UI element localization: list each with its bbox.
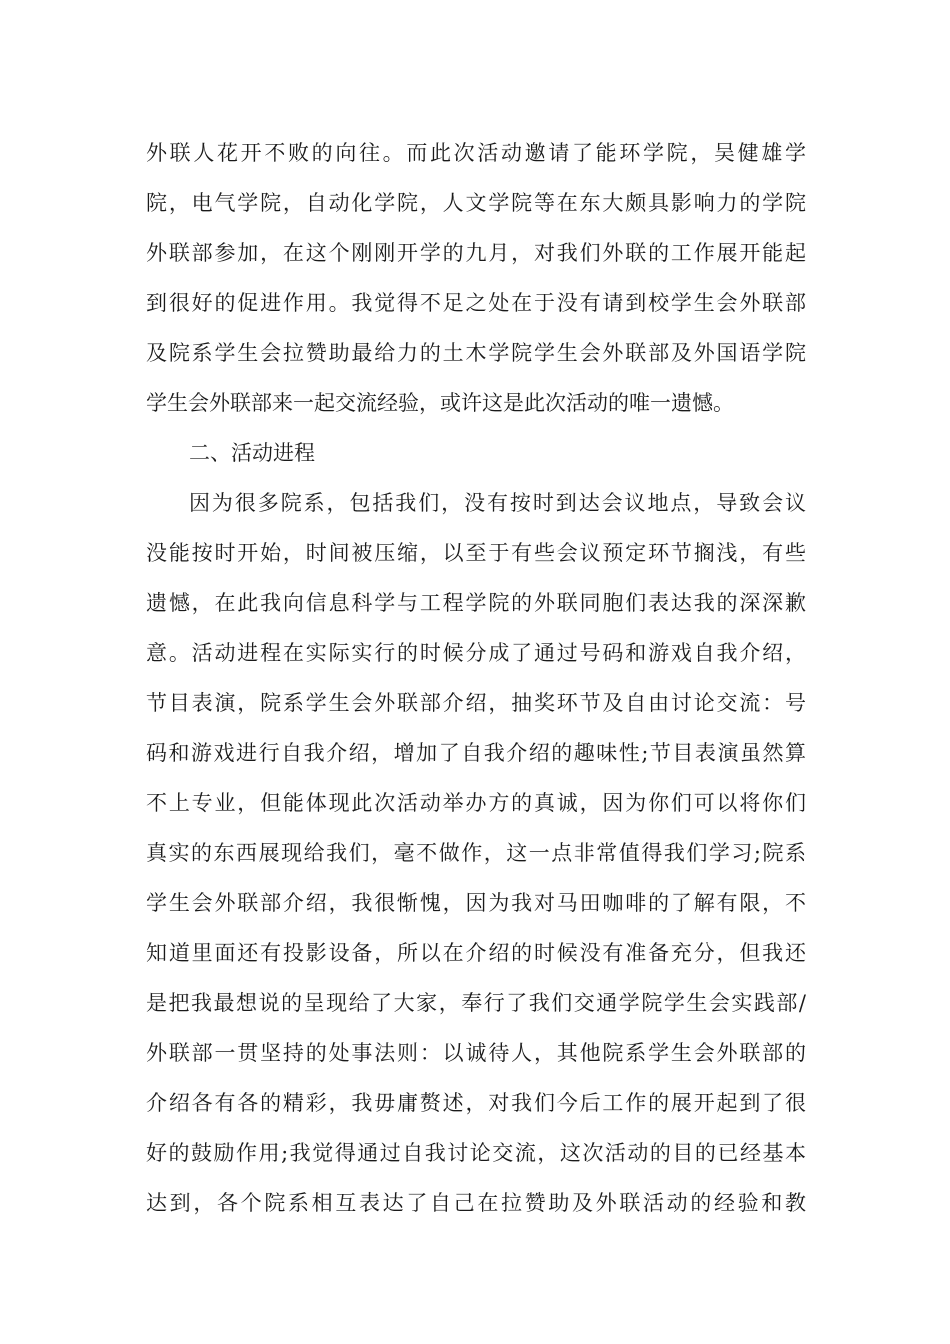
paragraph-line: 外联部参加，在这个刚刚开学的九月，对我们外联的工作展开能起	[146, 241, 806, 265]
paragraph-line: 及院系学生会拉赞助最给力的土木学院学生会外联部及外国语学院	[146, 341, 806, 365]
paragraph-line: 外联人花开不败的向往。而此次活动邀请了能环学院，吴健雄学	[146, 141, 806, 165]
paragraph-line: 好的鼓励作用;我觉得通过自我讨论交流，这次活动的目的已经基本	[146, 1141, 806, 1165]
paragraph-line: 码和游戏进行自我介绍，增加了自我介绍的趣味性;节目表演虽然算	[146, 741, 806, 765]
paragraph-line: 遗憾，在此我向信息科学与工程学院的外联同胞们表达我的深深歉	[146, 591, 806, 615]
paragraph-line: 真实的东西展现给我们，毫不做作，这一点非常值得我们学习;院系	[146, 841, 806, 865]
paragraph-line: 外联部一贯坚持的处事法则：以诚待人，其他院系学生会外联部的	[146, 1041, 806, 1065]
paragraph-line: 到很好的促进作用。我觉得不足之处在于没有请到校学生会外联部	[146, 291, 806, 315]
paragraph-line: 知道里面还有投影设备，所以在介绍的时候没有准备充分，但我还	[146, 941, 806, 965]
section-heading: 二、活动进程	[189, 441, 315, 465]
paragraph-1	[146, 128, 806, 428]
paragraph-line: 学生会外联部介绍，我很惭愧，因为我对马田咖啡的了解有限，不	[146, 891, 806, 915]
paragraph-2	[146, 478, 806, 1228]
paragraph-line: 学生会外联部来一起交流经验，或许这是此次活动的唯一遗憾。	[146, 391, 734, 415]
document-body	[146, 128, 806, 1228]
paragraph-line: 介绍各有各的精彩，我毋庸赘述，对我们今后工作的展开起到了很	[146, 1091, 806, 1115]
paragraph-line: 节目表演，院系学生会外联部介绍，抽奖环节及自由讨论交流：号	[146, 691, 806, 715]
paragraph-line: 因为很多院系，包括我们，没有按时到达会议地点，导致会议	[189, 491, 806, 515]
paragraph-line: 院，电气学院，自动化学院，人文学院等在东大颇具影响力的学院	[146, 191, 806, 215]
paragraph-line: 没能按时开始，时间被压缩，以至于有些会议预定环节搁浅，有些	[146, 541, 806, 565]
paragraph-line: 不上专业，但能体现此次活动举办方的真诚，因为你们可以将你们	[146, 791, 806, 815]
paragraph-line: 意。活动进程在实际实行的时候分成了通过号码和游戏自我介绍，	[146, 641, 806, 665]
paragraph-line: 是把我最想说的呈现给了大家，奉行了我们交通学院学生会实践部/	[146, 991, 806, 1015]
paragraph-line: 达到，各个院系相互表达了自己在拉赞助及外联活动的经验和教	[146, 1191, 806, 1215]
